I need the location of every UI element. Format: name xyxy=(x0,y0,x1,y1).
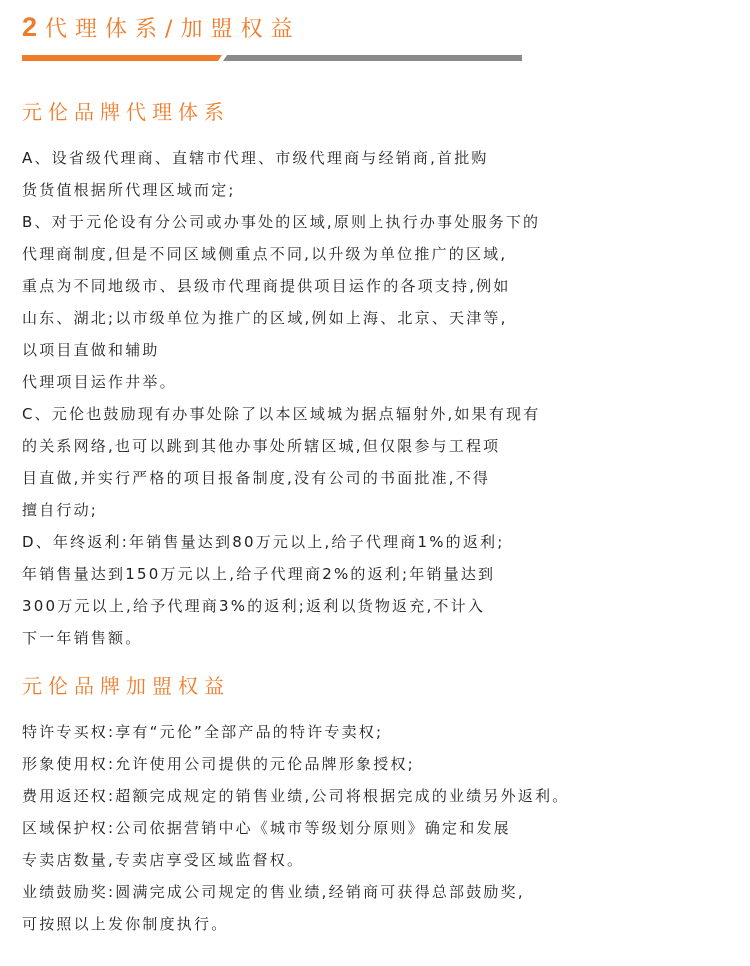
page-title: 代理体系/加盟权益 xyxy=(45,17,301,42)
franchise-rights-text xyxy=(22,716,742,940)
text-line: 专卖店数量,专卖店享受区域监督权。 xyxy=(22,851,305,869)
text-line: D、年终返利:年销售量达到80万元以上,给子代理商1%的返利; xyxy=(22,533,505,551)
section-number: 2 xyxy=(22,12,38,42)
text-line: 的关系网络,也可以跳到其他办事处所辖区城,但仅限参与工程项 xyxy=(22,437,501,455)
page-header xyxy=(22,12,300,52)
text-line: 以项目直做和辅助 xyxy=(22,341,160,359)
section-title-franchise: 元伦品牌加盟权益 xyxy=(22,674,230,698)
text-line: 山东、湖北;以市级单位为推广的区域,例如上海、北京、天津等, xyxy=(22,309,508,327)
section-title-agency: 元伦品牌代理体系 xyxy=(22,100,230,124)
agency-system-text xyxy=(22,142,742,654)
text-line: 代理项目运作井举。 xyxy=(22,373,177,391)
text-line: 业绩鼓励奖:圆满完成公司规定的售业绩,经销商可获得总部鼓励奖, xyxy=(22,883,525,901)
text-line: 代理商制度,但是不同区域侧重点不同,以升级为单位推广的区域, xyxy=(22,245,508,263)
text-line: 可按照以上发你制度执行。 xyxy=(22,915,229,933)
text-line: 擅自行动; xyxy=(22,501,99,519)
text-line: 目直做,并实行严格的项目报备制度,没有公司的书面批准,不得 xyxy=(22,469,491,487)
text-line: 300万元以上,给予代理商3%的返利;返利以货物返充,不计入 xyxy=(22,597,486,615)
text-line: B、对于元伦设有分公司或办事处的区域,原则上执行办事处服务下的 xyxy=(22,213,541,231)
text-line: 区域保护权:公司依据营销中心《城市等级划分原则》确定和发展 xyxy=(22,819,511,837)
header-underline-gray xyxy=(223,55,522,61)
text-line: 特许专买权:享有“元伦”全部产品的特许专卖权; xyxy=(22,723,384,741)
header-underline xyxy=(22,55,522,61)
text-line: 费用返还权:超额完成规定的销售业绩,公司将根据完成的业绩另外返利。 xyxy=(22,787,570,805)
text-line: 货货值根据所代理区域而定; xyxy=(22,181,236,199)
text-line: 下一年销售额。 xyxy=(22,629,143,647)
text-line: A、设省级代理商、直辖市代理、市级代理商与经销商,首批购 xyxy=(22,149,489,167)
text-line: C、元伦也鼓励现有办事处除了以本区域城为据点辐射外,如果有现有 xyxy=(22,405,541,423)
header-underline-accent xyxy=(22,55,222,61)
text-line: 形象使用权:允许使用公司提供的元伦品牌形象授权; xyxy=(22,755,415,773)
text-line: 重点为不同地级市、县级市代理商提供项目运作的各项支持,例如 xyxy=(22,277,511,295)
text-line: 年销售量达到150万元以上,给子代理商2%的返利;年销量达到 xyxy=(22,565,496,583)
